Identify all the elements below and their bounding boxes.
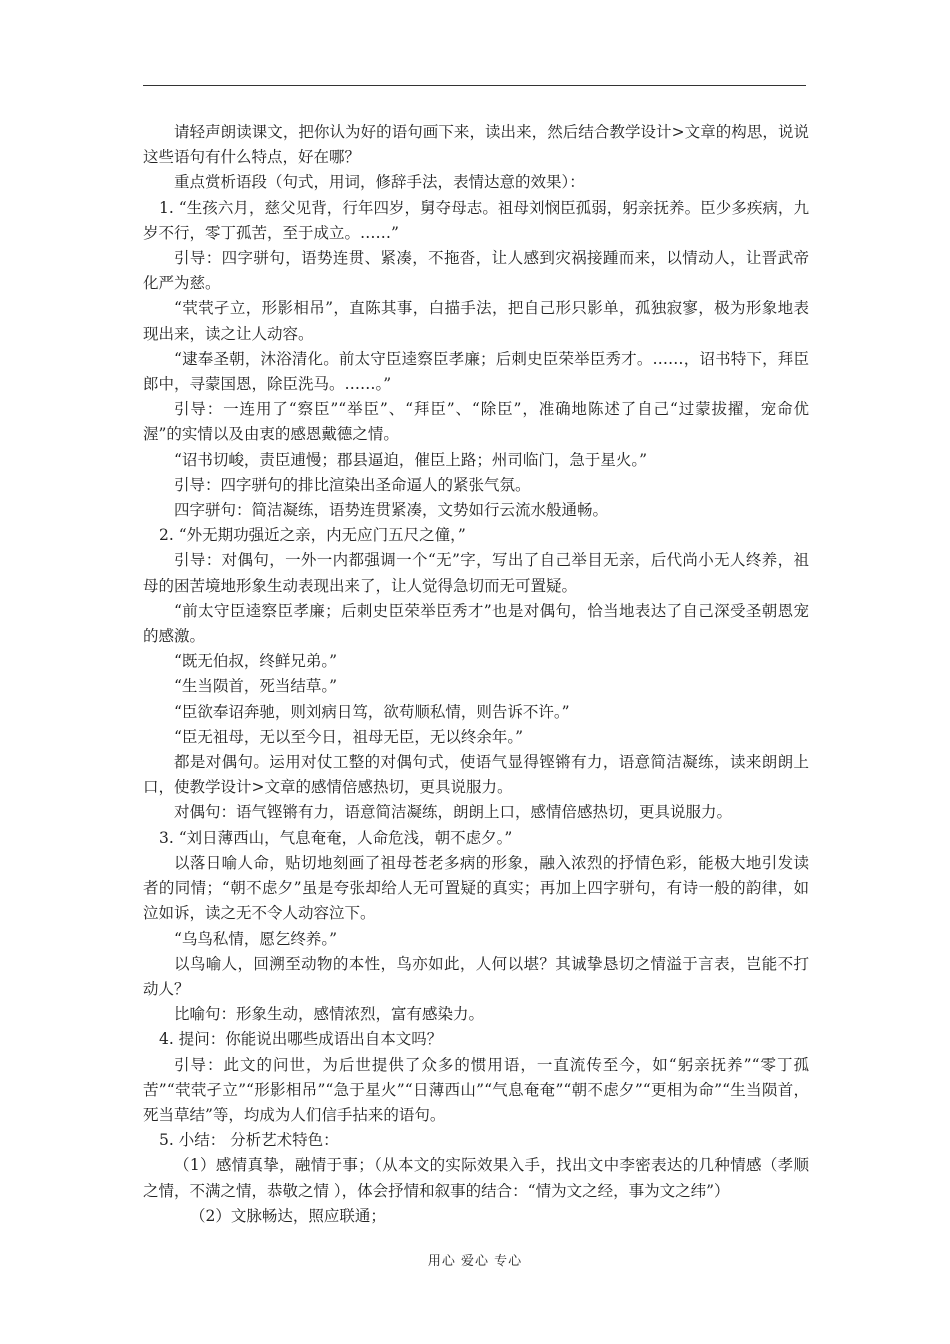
- list-item: （2）文脉畅达，照应联通；: [190, 1206, 386, 1225]
- paragraph: 重点赏析语段（句式，用词，修辞手法，表情达意的效果）：: [174, 173, 585, 192]
- quote: “臣欲奉诏奔驰，则刘病日笃，欲苟顺私情，则告诉不许。”: [174, 702, 570, 721]
- quote: “既无伯叔，终鲜兄弟。”: [174, 652, 338, 671]
- numbered-item: 2. “外无期功强近之亲，内无应门五尺之僮，”: [159, 526, 466, 545]
- quote: “乌鸟私情，愿乞终养。”: [174, 929, 338, 948]
- summary-line: 对偶句：语气铿锵有力，语意简洁凝练，朗朗上口，感情倍感热切，更具说服力。: [174, 803, 733, 822]
- paragraph: 引导：四字骈句的排比渲染出圣命逼人的紧张气氛。: [174, 475, 531, 494]
- paragraph: 以鸟喻人，回溯至动物的本性，鸟亦如此，人何以堪？其诚挚恳切之情溢于言表，岂能不打动人？: [143, 954, 809, 998]
- paragraph: 请轻声朗读课文，把你认为好的语句画下来，读出来，然后结合教学设计>文章的构思，说说这些语句有什么特点，好在哪？: [143, 123, 809, 167]
- paragraph: 引导：对偶句，一外一内都强调一个“无”字，写出了自己举目无亲，后代尚小无人终养，祖母的困苦境地形象生动表现出来了，让人觉得急切而无可置疑。: [143, 551, 809, 595]
- header-rule: [143, 85, 806, 86]
- numbered-item: 3. “刘日薄西山，气息奄奄，人命危浅，朝不虑夕。”: [159, 828, 513, 847]
- paragraph: 都是对偶句。运用对仗工整的对偶句式，使语气显得铿锵有力，语意简洁凝练，读来朗朗上口，使教学设计>文章的感情倍感热切，更具说服力。: [143, 753, 809, 797]
- quote: “前太守臣逵察臣孝廉；后刺史臣荣举臣秀才”也是对偶句，恰当地表达了自己深受圣朝恩宠的感激。: [143, 601, 809, 646]
- paragraph: 以落日喻人命，贴切地刻画了祖母苍老多病的形象，融入浓烈的抒情色彩，能极大地引发读者的同情；“朝不虑夕”虽是夸张却给人无可置疑的真实；再加上四字骈句，有诗一般的韵律，如泣如诉，读之无不令人动容泣下。: [143, 853, 809, 923]
- quote: “茕茕孑立，形影相吊”，直陈其事，白描手法，把自己形只影单，孤独寂寥，极为形象地表现出来，读之让人动容。: [143, 299, 809, 343]
- numbered-item: 4. 提问：你能说出哪些成语出自本文吗？: [159, 1030, 443, 1049]
- quote: “生当陨首，死当结草。”: [174, 677, 338, 696]
- paragraph: 引导：此文的问世，为后世提供了众多的惯用语，一直流传至今，如“躬亲抚养”“零丁孤苦”“茕茕孑立”“形影相吊”“急于星火”“日薄西山”“气息奄奄”“朝不虑夕”“更相为命”“生当陨首，死当草结”等，均成为人们信手拈来的语句。: [143, 1055, 809, 1124]
- list-item: （1）感情真挚，融情于事；（从本文的实际效果入手，找出文中李密表达的几种情感（孝顺之情，不满之情，恭敬之情 ），体会抒情和叙事的结合：“情为文之经，事为文之纬”）: [143, 1156, 809, 1200]
- quote: “诏书切峻，责臣逋慢；郡县逼迫，催臣上路；州司临门，急于星火。”: [174, 450, 648, 469]
- quote: “逮奉圣朝，沐浴清化。前太守臣逵察臣孝廉；后刺史臣荣举臣秀才。……，诏书特下，拜臣郎中，寻蒙国恩，除臣洗马。……。”: [143, 349, 809, 394]
- quote: “臣无祖母，无以至今日，祖母无臣，无以终余年。”: [174, 727, 524, 746]
- page-footer: 用心 爱心 专心: [427, 1254, 523, 1269]
- paragraph: 引导：四字骈句，语势连贯、紧凑，不拖沓，让人感到灾祸接踵而来，以情动人，让晋武帝化严为慈。: [143, 249, 809, 293]
- summary-line: 比喻句：形象生动，感情浓烈，富有感染力。: [174, 1005, 485, 1024]
- paragraph: 引导：一连用了“察臣”“举臣”、“拜臣”、“除臣”，准确地陈述了自己“过蒙拔擢，宠命优渥”的实情以及由衷的感恩戴德之情。: [143, 400, 809, 444]
- numbered-item: 5. 小结： 分析艺术特色：: [159, 1131, 339, 1150]
- summary-line: 四字骈句：简洁凝练，语势连贯紧凑，文势如行云流水般通畅。: [174, 501, 609, 520]
- document-body: [143, 120, 809, 1229]
- numbered-item: 1. “生孩六月，慈父见背，行年四岁，舅夺母志。祖母刘悯臣孤弱，躬亲抚养。臣少多疾病，九岁不行，零丁孤苦，至于成立。……”: [143, 198, 809, 242]
